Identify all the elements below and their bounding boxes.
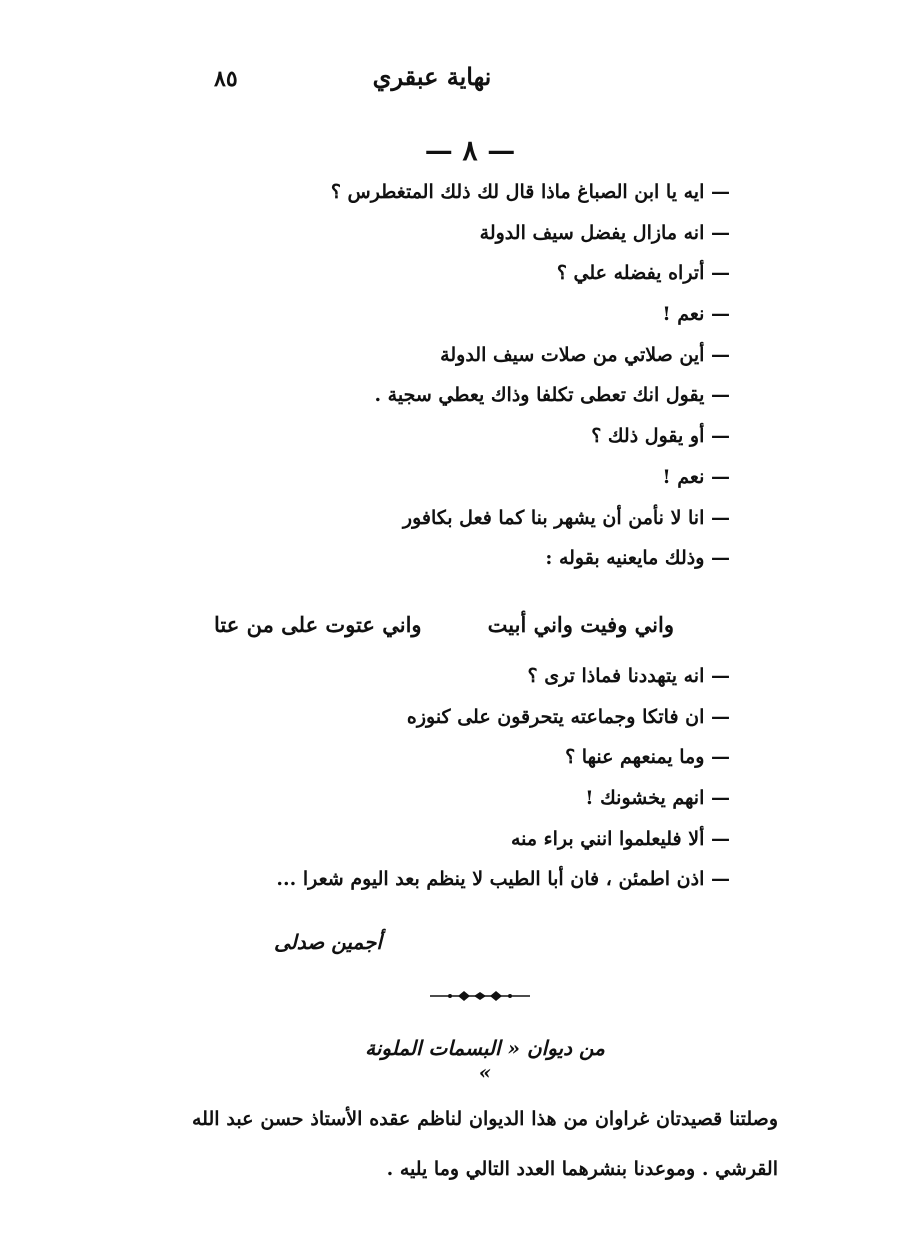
- dialogue-line: — وما يمنعهم عنها ؟: [565, 746, 730, 769]
- dialogue-line: — وذلك مايعنيه بقوله :: [545, 547, 730, 570]
- dialogue-line: — انه يتهددنا فماذا ترى ؟: [527, 665, 730, 687]
- dialogue-block-continued: [250, 656, 730, 900]
- dialogue-line: — نعم !: [662, 465, 730, 488]
- poetry-verse: [214, 612, 674, 637]
- section-divider-ornament: [428, 988, 532, 1004]
- dialogue-line: — أتراه يفضله علي ؟: [556, 262, 730, 285]
- dialogue-line: — ايه يا ابن الصباغ ماذا قال لك ذلك المتغطرس ؟: [330, 181, 730, 203]
- page-number: ٨٥: [214, 66, 238, 92]
- section-subheading: من ديوان « البسمات الملونة »: [365, 1036, 605, 1084]
- verse-second-hemistich: واني عتوت على من عتا: [214, 612, 422, 637]
- dialogue-line: — اذن اطمئن ، فان أبا الطيب لا ينظم بعد اليوم شعرا ...: [276, 868, 730, 891]
- dialogue-line: — انهم يخشونك !: [585, 787, 730, 810]
- dialogue-line: — أين صلاتي من صلات سيف الدولة: [440, 343, 730, 366]
- dialogue-block: [250, 172, 730, 579]
- running-title: نهاية عبقري: [372, 62, 492, 91]
- dialogue-line: — يقول انك تعطى تكلفا وذاك يعطي سجية .: [374, 384, 730, 407]
- dialogue-line: — أو يقول ذلك ؟: [591, 425, 730, 448]
- announcement-paragraph: وصلتنا قصيدتان غراوان من هذا الديوان لناظم عقده الأستاذ حسن عبد الله القرشي . وموعدنا بنشرهما العدد التالي وما يليه .: [192, 1108, 778, 1180]
- dialogue-line: — انا لا نأمن أن يشهر بنا كما فعل بكافور: [402, 506, 730, 529]
- author-signature: أجمين صدلى: [274, 930, 382, 954]
- section-number: — ٨ —: [424, 134, 516, 167]
- dialogue-line: — نعم !: [662, 303, 730, 326]
- dialogue-line: — ألا فليعلموا انني براء منه: [510, 827, 730, 850]
- dialogue-line: — انه مازال يفضل سيف الدولة: [479, 221, 730, 244]
- verse-first-hemistich: واني وفيت واني أبيت: [487, 612, 674, 637]
- dialogue-line: — ان فاتكا وجماعته يتحرقون على كنوزه: [406, 705, 730, 728]
